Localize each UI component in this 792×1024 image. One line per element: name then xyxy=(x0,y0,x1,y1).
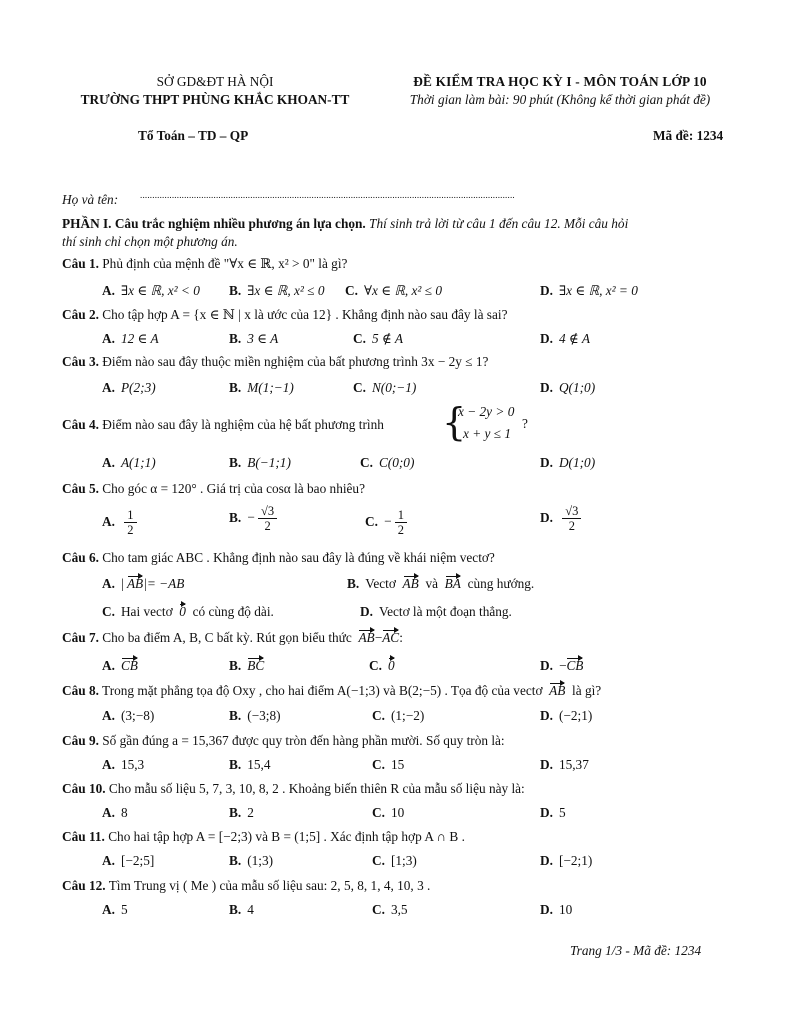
option-a[interactable] xyxy=(102,902,128,918)
option-b[interactable] xyxy=(229,853,273,869)
question-text: Cho hai tập hợp A = [−2;3) và B = (1;5] . Xác định tập hợp A ∩ B . xyxy=(108,829,465,844)
option-c[interactable] xyxy=(369,658,395,674)
system-line-2: x + y ≤ 1 xyxy=(463,426,512,441)
option-a[interactable] xyxy=(102,331,159,347)
option-label: D. xyxy=(540,455,553,470)
option-label: B. xyxy=(229,283,242,298)
option-label: B. xyxy=(229,509,242,525)
option-c[interactable] xyxy=(102,604,274,620)
option-b[interactable] xyxy=(229,757,270,773)
option-label: A. xyxy=(102,658,115,673)
question-5 xyxy=(62,481,365,497)
question-number: Câu 12. xyxy=(62,878,106,893)
numerator: 1 xyxy=(124,508,136,523)
question-number: Câu 5. xyxy=(62,481,99,496)
colon: : xyxy=(399,630,403,645)
option-text: M(1;−1) xyxy=(247,380,294,395)
option-label: D. xyxy=(540,658,553,673)
option-a[interactable] xyxy=(102,380,156,396)
option-b[interactable] xyxy=(229,331,278,347)
system-brace: { xyxy=(442,400,467,444)
question-tail: là gì? xyxy=(572,683,602,698)
option-text: 15,37 xyxy=(558,757,589,772)
option-text: 2 xyxy=(247,805,254,820)
denominator: 2 xyxy=(264,519,271,533)
option-text: 8 xyxy=(120,805,128,820)
option-label: C. xyxy=(353,380,366,395)
vector-ab: AB xyxy=(358,630,375,645)
option-label: D. xyxy=(540,757,553,772)
option-label: C. xyxy=(369,658,382,673)
question-tail: ? xyxy=(522,416,528,431)
question-text: Cho tam giác ABC . Khẳng định nào sau đây là đúng về khái niệm vectơ? xyxy=(102,550,495,565)
zero-vector: 0 xyxy=(179,604,186,619)
option-d[interactable] xyxy=(540,853,592,869)
option-b[interactable] xyxy=(229,504,277,533)
vector-cb: CB xyxy=(120,658,138,673)
option-text: 10 xyxy=(558,902,573,917)
option-d[interactable] xyxy=(540,902,572,918)
option-label: B. xyxy=(229,380,242,395)
option-text: N(0;−1) xyxy=(371,380,417,395)
question-text: Tìm Trung vị ( Me ) của mẫu số liệu sau: 2, 5, 8, 1, 4, 10, 3 . xyxy=(108,878,431,893)
minus-sign: − xyxy=(247,509,255,525)
part1-instruction: Thí sinh trả lời từ câu 1 đến câu 12. Mỗi câu hỏi xyxy=(369,216,629,231)
option-label: A. xyxy=(102,902,115,917)
exam-code: Mã đề: 1234 xyxy=(653,128,724,143)
vector-ac: AC xyxy=(382,630,400,645)
option-label: B. xyxy=(229,331,242,346)
numerator: √3 xyxy=(562,504,581,519)
option-text: ∃x ∈ ℝ, x² ≤ 0 xyxy=(247,283,325,298)
option-label: D. xyxy=(540,509,553,525)
option-label: C. xyxy=(102,604,115,619)
option-label: A. xyxy=(102,331,115,346)
option-text: có cùng độ dài. xyxy=(192,604,274,619)
option-c[interactable] xyxy=(353,380,416,396)
option-label: C. xyxy=(372,757,385,772)
fraction xyxy=(258,504,277,533)
option-text: [1;3) xyxy=(390,853,417,868)
option-text: 4 ∉ A xyxy=(558,331,590,346)
option-label: C. xyxy=(345,283,358,298)
option-label: A. xyxy=(102,283,115,298)
option-text: B(−1;1) xyxy=(247,455,291,470)
question-number: Câu 4. xyxy=(62,417,99,432)
question-text: Cho tập hợp A = {x ∈ ℕ | x là ước của 12} . Khẳng định nào sau đây là sai? xyxy=(102,307,508,322)
option-label: B. xyxy=(229,757,242,772)
question-1 xyxy=(62,256,347,272)
option-d[interactable] xyxy=(540,455,595,471)
option-a[interactable] xyxy=(102,708,154,724)
option-b[interactable] xyxy=(229,708,281,724)
vector-bc: BC xyxy=(247,658,265,673)
option-text: P(2;3) xyxy=(120,380,156,395)
option-label: D. xyxy=(360,604,373,619)
question-text: Cho ba điểm A, B, C bất kỳ. Rút gọn biểu thức xyxy=(102,630,352,645)
option-b[interactable] xyxy=(229,283,324,299)
name-label: Họ và tên: xyxy=(62,192,119,207)
vector-cb: CB xyxy=(566,658,584,673)
school-name: TRƯỜNG THPT PHÙNG KHẮC KHOAN-TT xyxy=(80,92,350,107)
minus-sign: − xyxy=(374,630,383,645)
option-c[interactable] xyxy=(345,283,442,299)
denominator: 2 xyxy=(568,519,575,533)
option-label: A. xyxy=(102,757,115,772)
option-label: B. xyxy=(229,455,242,470)
option-label: A. xyxy=(102,708,115,723)
option-d[interactable] xyxy=(540,708,592,724)
school-department: SỞ GD&ĐT HÀ NỘI xyxy=(156,74,274,89)
option-label: A. xyxy=(102,513,115,529)
question-number: Câu 10. xyxy=(62,781,106,796)
option-d[interactable] xyxy=(540,658,583,674)
option-text: cùng hướng. xyxy=(467,576,535,591)
option-label: C. xyxy=(372,708,385,723)
option-text: (−3;8) xyxy=(247,708,281,723)
option-text: A(1;1) xyxy=(120,455,156,470)
option-d[interactable] xyxy=(360,604,512,620)
question-number: Câu 9. xyxy=(62,733,99,748)
question-text: Điểm nào sau đây là nghiệm của hệ bất phương trình xyxy=(102,417,384,432)
option-c[interactable] xyxy=(353,331,403,347)
system-line-1: x − 2y > 0 xyxy=(458,404,515,419)
option-label: B. xyxy=(229,853,242,868)
abs-bar: | xyxy=(120,576,124,591)
option-b[interactable] xyxy=(229,658,264,674)
option-text: 3 ∈ A xyxy=(247,331,279,346)
option-text: [−2;1) xyxy=(558,853,593,868)
option-label: A. xyxy=(102,805,115,820)
vector-ba: BA xyxy=(444,576,461,591)
option-text: 15 xyxy=(390,757,405,772)
option-text: 12 ∈ A xyxy=(120,331,159,346)
option-d[interactable] xyxy=(540,331,590,347)
option-b[interactable] xyxy=(229,805,254,821)
option-d[interactable] xyxy=(540,283,638,299)
option-text: C(0;0) xyxy=(378,455,415,470)
part1-heading xyxy=(62,216,628,232)
vector-ab: AB xyxy=(126,576,144,591)
option-text: Vectơ xyxy=(365,576,396,591)
question-number: Câu 7. xyxy=(62,630,99,645)
subject-group: Tổ Toán – TD – QP xyxy=(138,128,249,143)
fraction xyxy=(562,504,581,533)
option-text: |= −AB xyxy=(143,576,185,591)
option-text: và xyxy=(425,576,438,591)
option-label: B. xyxy=(229,902,242,917)
option-c[interactable] xyxy=(372,757,404,773)
option-label: C. xyxy=(365,513,378,529)
option-text: 5 xyxy=(120,902,128,917)
option-a[interactable] xyxy=(102,853,154,869)
option-a[interactable] xyxy=(102,283,200,299)
question-text: Cho mẫu số liệu 5, 7, 3, 10, 8, 2 . Khoảng biến thiên R của mẫu số liệu này là: xyxy=(108,781,525,796)
vector-ab: AB xyxy=(549,683,566,698)
numerator: √3 xyxy=(258,504,277,519)
option-label: D. xyxy=(540,853,553,868)
question-number: Câu 8. xyxy=(62,683,99,698)
option-label: A. xyxy=(102,455,115,470)
option-text: 5 xyxy=(558,805,566,820)
question-7 xyxy=(62,630,403,646)
option-label: D. xyxy=(540,805,553,820)
option-label: B. xyxy=(347,576,360,591)
question-text: Phủ định của mệnh đề "∀x ∈ ℝ, x² > 0" là gì? xyxy=(102,256,348,271)
option-text: 3,5 xyxy=(390,902,408,917)
option-a[interactable] xyxy=(102,658,138,674)
question-12 xyxy=(62,878,430,894)
option-a[interactable] xyxy=(102,805,128,821)
option-label: D. xyxy=(540,380,553,395)
option-text: 15,4 xyxy=(247,757,271,772)
option-label: D. xyxy=(540,283,553,298)
option-label: D. xyxy=(540,902,553,917)
option-text: Q(1;0) xyxy=(558,380,596,395)
option-b[interactable] xyxy=(229,455,291,471)
option-text: ∀x ∈ ℝ, x² ≤ 0 xyxy=(363,283,443,298)
option-label: A. xyxy=(102,853,115,868)
question-2 xyxy=(62,307,507,323)
option-b[interactable] xyxy=(229,902,254,918)
question-number: Câu 1. xyxy=(62,256,99,271)
option-d[interactable] xyxy=(540,805,566,821)
option-text: (1;3) xyxy=(247,853,274,868)
question-number: Câu 3. xyxy=(62,354,99,369)
fraction xyxy=(395,508,407,537)
option-label: B. xyxy=(229,658,242,673)
option-text: (3;−8) xyxy=(120,708,155,723)
option-label: D. xyxy=(540,708,553,723)
option-label: C. xyxy=(372,805,385,820)
minus-sign: − xyxy=(383,513,392,529)
denominator: 2 xyxy=(127,523,134,537)
option-b[interactable] xyxy=(229,380,294,396)
option-text: D(1;0) xyxy=(558,455,596,470)
option-label: C. xyxy=(360,455,373,470)
option-label: B. xyxy=(229,708,242,723)
option-a[interactable] xyxy=(102,757,144,773)
option-text: Hai vectơ xyxy=(120,604,173,619)
option-label: A. xyxy=(102,380,115,395)
question-number: Câu 6. xyxy=(62,550,99,565)
option-c[interactable] xyxy=(360,455,414,471)
option-text: (−2;1) xyxy=(558,708,593,723)
option-text: [−2;5] xyxy=(120,853,155,868)
question-text: Trong mặt phẳng tọa độ Oxy , cho hai điểm A(−1;3) và B(2;−5) . Tọa độ của vectơ xyxy=(102,683,543,698)
question-text: Số gần đúng a = 15,367 được quy tròn đến hàng phần mười. Số quy tròn là: xyxy=(102,733,505,748)
exam-duration: Thời gian làm bài: 90 phút (Không kể thời gian phát đề) xyxy=(409,92,711,107)
question-4 xyxy=(62,417,384,433)
option-text: 4 xyxy=(247,902,254,917)
question-3 xyxy=(62,354,488,370)
option-text: Vectơ là một đoạn thẳng. xyxy=(378,604,512,619)
option-text: 10 xyxy=(390,805,405,820)
option-label: D. xyxy=(540,331,553,346)
option-label: B. xyxy=(229,805,242,820)
question-10 xyxy=(62,781,525,797)
question-6 xyxy=(62,550,495,566)
option-text: ∃x ∈ ℝ, x² < 0 xyxy=(120,283,200,298)
option-c[interactable] xyxy=(372,708,424,724)
option-label: A. xyxy=(102,576,115,591)
vector-ab: AB xyxy=(402,576,419,591)
part1-instruction-cont: thí sinh chỉ chọn một phương án. xyxy=(62,234,238,249)
exam-title: ĐỀ KIỂM TRA HỌC KỲ I - MÔN TOÁN LỚP 10 xyxy=(413,74,707,89)
denominator: 2 xyxy=(397,523,405,537)
numerator: 1 xyxy=(395,508,407,523)
option-d[interactable] xyxy=(540,380,595,396)
option-d[interactable] xyxy=(540,757,589,773)
option-label: C. xyxy=(372,902,385,917)
name-dots: ......................................................................................................................................................... xyxy=(140,190,515,200)
option-c[interactable] xyxy=(372,805,404,821)
question-11 xyxy=(62,829,465,845)
option-text: 15,3 xyxy=(120,757,145,772)
question-9 xyxy=(62,733,505,749)
option-c[interactable] xyxy=(372,902,408,918)
option-c[interactable] xyxy=(365,508,407,537)
option-d[interactable] xyxy=(540,504,581,533)
minus-sign: − xyxy=(558,658,567,673)
option-text: ∃x ∈ ℝ, x² = 0 xyxy=(558,283,638,298)
option-b[interactable] xyxy=(347,576,534,592)
question-text: Điểm nào sau đây thuộc miền nghiệm của bất phương trình 3x − 2y ≤ 1? xyxy=(102,354,489,369)
question-number: Câu 11. xyxy=(62,829,105,844)
option-text: 5 ∉ A xyxy=(371,331,403,346)
question-text: Cho góc α = 120° . Giá trị của cosα là bao nhiêu? xyxy=(102,481,365,496)
question-8 xyxy=(62,683,601,699)
fraction xyxy=(124,508,136,537)
option-text: (1;−2) xyxy=(390,708,425,723)
option-a[interactable] xyxy=(102,508,137,537)
option-label: C. xyxy=(372,853,385,868)
zero-vector: 0 xyxy=(387,658,395,673)
question-number: Câu 2. xyxy=(62,307,99,322)
part1-title: PHẦN I. Câu trắc nghiệm nhiều phương án lựa chọn. xyxy=(62,216,366,231)
option-a[interactable] xyxy=(102,455,156,471)
page-footer: Trang 1/3 - Mã đề: 1234 xyxy=(570,943,702,958)
option-label: C. xyxy=(353,331,366,346)
option-c[interactable] xyxy=(372,853,417,869)
option-a[interactable] xyxy=(102,576,184,592)
